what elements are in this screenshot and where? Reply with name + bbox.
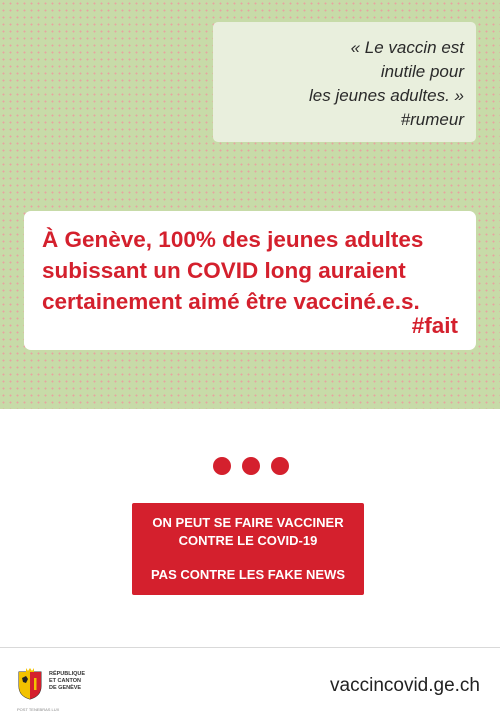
dot-icon: [213, 457, 231, 475]
vaccination-message-banner: [132, 503, 364, 595]
website-link[interactable]: vaccincovid.ge.ch: [330, 675, 480, 696]
geneva-coat-of-arms-icon: [17, 668, 43, 700]
org-line: ET CANTON: [49, 678, 81, 684]
org-line: DE GENÈVE: [49, 685, 82, 691]
rumor-quote-box: [213, 22, 476, 142]
geneva-logo: [14, 662, 134, 716]
fact-line: subissant un COVID long auraient: [42, 258, 406, 283]
organization-name: [49, 671, 85, 692]
dot-icon: [271, 457, 289, 475]
banner-line: PAS CONTRE LES FAKE NEWS: [150, 567, 346, 582]
rumor-line: « Le vaccin est: [350, 38, 464, 57]
footer-divider: [0, 647, 500, 648]
rumor-line: inutile pour: [380, 62, 464, 81]
fact-statement-box: [24, 211, 476, 350]
fact-line: certainement aimé être vacciné.e.s.: [42, 289, 420, 314]
logo-motto: POST TENEBRAS LUX: [17, 707, 60, 712]
fact-line: À Genève, 100% des jeunes adultes: [42, 227, 424, 252]
rumor-hashtag: #rumeur: [400, 110, 464, 129]
dot-icon: [242, 457, 260, 475]
banner-line: ON PEUT SE FAIRE VACCINER: [152, 515, 344, 530]
fact-statement-text: [42, 224, 462, 317]
rumor-line: les jeunes adultes. »: [309, 86, 464, 105]
rumor-quote-text: [309, 36, 464, 132]
ellipsis-dots-icon: [213, 457, 289, 475]
banner-line: CONTRE LE COVID-19: [178, 533, 318, 548]
org-line: RÉPUBLIQUE: [49, 671, 86, 677]
fact-hashtag: #fait: [411, 313, 458, 338]
